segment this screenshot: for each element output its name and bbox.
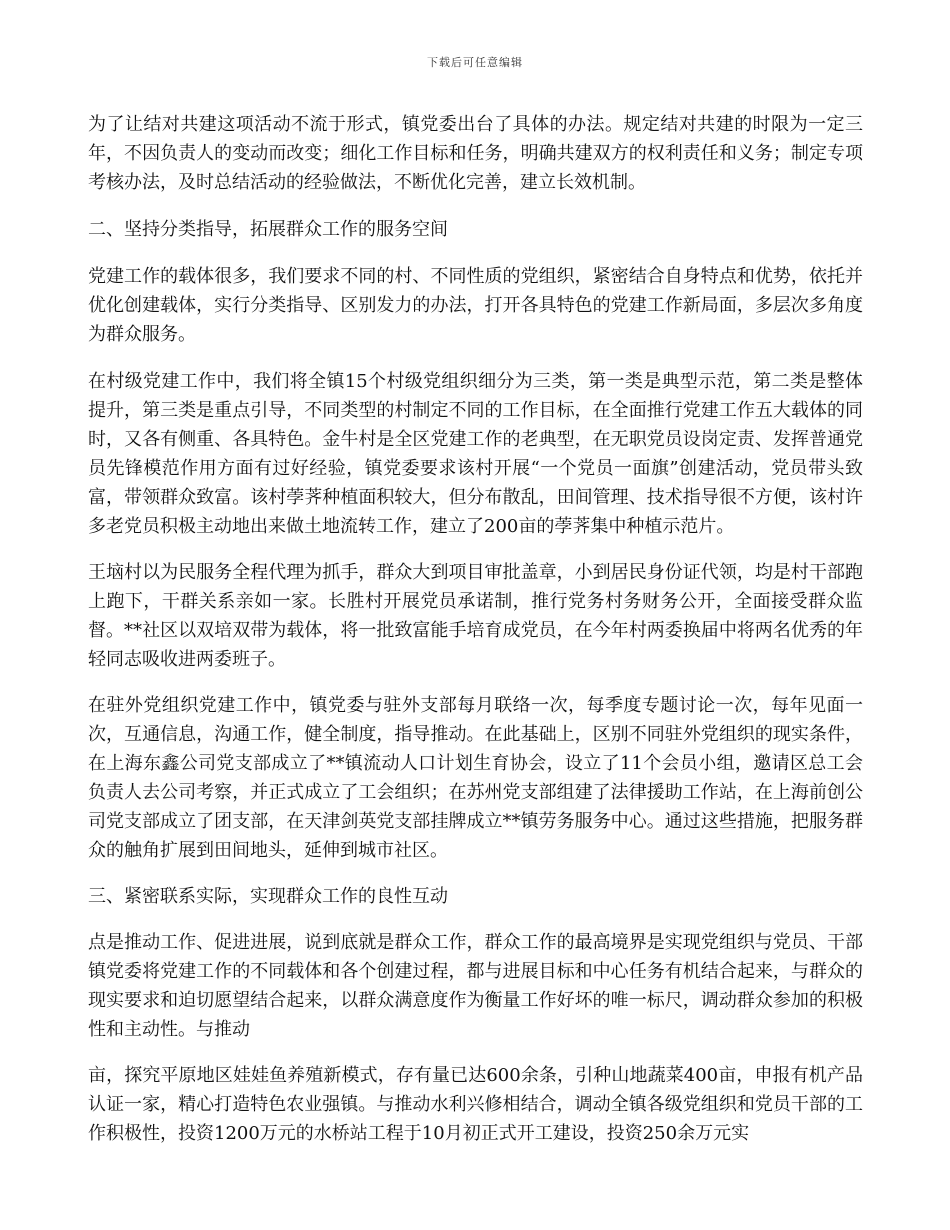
page-header: 下载后可任意编辑 — [427, 56, 523, 69]
paragraph: 王垴村以为民服务全程代理为抓手，群众大到项目审批盖章，小到居民身份证代领，均是村干部跑上跑下，干群关系亲如一家。长胜村开展党员承诺制，推行党务村务财务公开，全面接受群众监督。**社区以双培双带为载体，将一批致富能手培育成党员，在今年村两委换届中将两名优秀的年轻同志吸收进两委班子。 — [88, 562, 863, 670]
document-body — [88, 110, 863, 1148]
paragraph: 党建工作的载体很多，我们要求不同的村、不同性质的党组织，紧密结合自身特点和优势，依托并优化创建载体，实行分类指导、区别发力的办法，打开各具特色的党建工作新局面，多层次多角度为群众服务。 — [88, 266, 863, 345]
paragraph: 亩，探究平原地区娃娃鱼养殖新模式，存有量已达600余条，引种山地蔬菜400亩，申报有机产品认证一家，精心打造特色农业强镇。与推动水利兴修相结合，调动全镇各级党组织和党员干部的工作积极性，投资1200万元的水桥站工程于10月初正式开工建设，投资250余万元实 — [88, 1065, 863, 1144]
section-heading: 三、紧密联系实际，实现群众工作的良性互动 — [88, 886, 448, 907]
paragraph: 在村级党建工作中，我们将全镇15个村级党组织细分为三类，第一类是典型示范，第二类是整体提升，第三类是重点引导，不同类型的村制定不同的工作目标，在全面推行党建工作五大载体的同时，又各有侧重、各具特色。金牛村是全区党建工作的老典型，在无职党员设岗定责、发挥普通党员先锋模范作用方面有过好经验，镇党委要求该村开展“一个党员一面旗”创建活动，党员带头致富，带领群众致富。该村荸荠种植面积较大，但分布散乱，田间管理、技术指导很不方便，该村许多老党员积极主动地出来做土地流转工作，建立了200亩的荸荠集中种植示范片。 — [88, 371, 863, 537]
paragraph: 点是推动工作、促进进展，说到底就是群众工作，群众工作的最高境界是实现党组织与党员、干部镇党委将党建工作的不同载体和各个创建过程，都与进展目标和中心任务有机结合起来，与群众的现实要求和迫切愿望结合起来，以群众满意度作为衡量工作好坏的唯一标尺，调动群众参加的积极性和主动性。与推动 — [88, 932, 863, 1040]
paragraph: 在驻外党组织党建工作中，镇党委与驻外支部每月联络一次，每季度专题讨论一次，每年见面一次，互通信息，沟通工作，健全制度，指导推动。在此基础上，区别不同驻外党组织的现实条件，在上海东鑫公司党支部成立了**镇流动人口计划生育协会，设立了11个会员小组，邀请区总工会负责人去公司考察，并正式成立了工会组织；在苏州党支部组建了法律援助工作站，在上海前创公司党支部成立了团支部，在天津剑英党支部挂牌成立**镇劳务服务中心。通过这些措施，把服务群众的触角扩展到田间地头，延伸到城市社区。 — [88, 695, 863, 861]
paragraph: 为了让结对共建这项活动不流于形式，镇党委出台了具体的办法。规定结对共建的时限为一定三年，不因负责人的变动而改变；细化工作目标和任务，明确共建双方的权利责任和义务；制定专项考核办法，及时总结活动的经验做法，不断优化完善，建立长效机制。 — [88, 114, 863, 193]
section-heading: 二、坚持分类指导，拓展群众工作的服务空间 — [88, 219, 448, 240]
